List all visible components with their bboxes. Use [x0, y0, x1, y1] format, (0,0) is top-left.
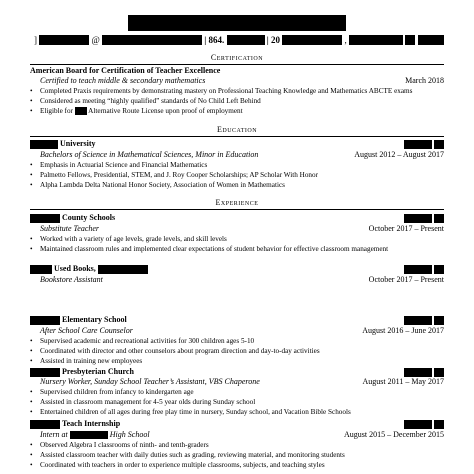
contact-line: ] @ | 864. | 20 , [34, 33, 454, 45]
redacted-state [434, 368, 444, 377]
section-rule [30, 64, 444, 65]
redacted-store-suffix [98, 265, 148, 274]
redacted-state [434, 316, 444, 325]
redacted-university-name [30, 140, 58, 149]
job-location-wrap [404, 213, 444, 223]
job-org-wrap [30, 419, 120, 429]
job-date: October 2017 – Present [368, 275, 444, 284]
job-org: Teach Internship [62, 419, 121, 428]
redacted-state [405, 35, 415, 45]
redacted-location [404, 316, 432, 325]
job-role: After School Care Counselor [40, 326, 133, 335]
redacted-location [404, 140, 432, 149]
edu-degree: Bachelors of Science in Mathematical Sciences, Minor in Education [40, 150, 259, 159]
job-org-wrap [30, 213, 115, 223]
job-location-wrap [404, 264, 444, 274]
job-org-wrap [30, 367, 134, 377]
section-title-certification: Certification [210, 53, 264, 62]
redacted-store-name [30, 265, 52, 274]
redacted-state-name [75, 107, 87, 115]
list-item: • Supervised children from infancy to kindergarten age [40, 388, 450, 397]
redacted-email-user [39, 35, 89, 45]
redacted-location [404, 214, 432, 223]
job-date: August 2016 – June 2017 [362, 326, 444, 335]
edu-school: University [60, 139, 96, 148]
job-location-wrap [404, 367, 444, 377]
job-date: October 2017 – Present [368, 224, 444, 233]
redacted-location [404, 420, 432, 429]
edu-school-wrap [30, 139, 96, 149]
job-org-wrap [30, 264, 148, 274]
list-item: • Assisted classroom teacher with daily duties such as grading, reviewing material, and monitoring students [40, 451, 450, 460]
redacted-name [128, 15, 346, 31]
job-org: Presbyterian Church [62, 367, 134, 376]
list-item: • Worked with a variety of age levels, grade levels, and skill levels [40, 235, 450, 244]
job-date: August 2011 – May 2017 [362, 377, 444, 386]
email-at: @ [91, 34, 100, 45]
list-item: • Assisted in classroom management for 4-5 year olds during Sunday school [40, 398, 450, 407]
job-org: Elementary School [62, 315, 127, 324]
list-item [40, 107, 450, 116]
redacted-city [349, 35, 403, 45]
redacted-school-name [70, 431, 108, 439]
redacted-church-name [30, 368, 60, 377]
cert-bullet-text: Alternative Route License upon proof of employment [88, 107, 243, 115]
job-org: County Schools [62, 213, 116, 222]
redacted-address [282, 35, 342, 45]
job-location-wrap [404, 315, 444, 325]
list-item: • Palmetto Fellows, Presidential, STEM, and J. Roy Cooper Scholarships; AP Scholar With Honor [40, 171, 450, 180]
job-role: Nursery Worker, Sunday School Teacher’s Assistant, VBS Chaperone [40, 377, 260, 386]
phone-area: | 864. [204, 34, 225, 45]
list-item: • Observed Algebra I classrooms of ninth- and tenth-graders [40, 441, 450, 450]
redacted-email-domain [102, 35, 202, 45]
cert-bullet-prefix: Eligible for [40, 107, 73, 115]
job-org-wrap [30, 315, 127, 325]
redacted-zip [418, 35, 444, 45]
list-item: • Maintained classroom rules and implemented clear expectations of student behavior for effective classroom management [40, 245, 450, 254]
list-item: • Alpha Lambda Delta National Honor Society, Association of Women in Mathematics [40, 181, 450, 190]
job-role: Bookstore Assistant [40, 275, 103, 284]
edu-location-wrap [404, 139, 444, 149]
list-item: • Entertained children of all ages during free play time in nursery, Sunday school, and Vacation Bible Schools [40, 408, 450, 417]
cert-date: March 2018 [405, 76, 444, 85]
job-location-wrap [404, 419, 444, 429]
job-role-prefix: Intern at [40, 430, 68, 439]
cert-title: American Board for Certification of Teacher Excellence [30, 66, 221, 75]
section-rule [30, 136, 444, 137]
section-title-education: Education [216, 125, 258, 134]
list-item: • Emphasis in Actuarial Science and Financial Mathematics [40, 161, 450, 170]
redacted-state [434, 214, 444, 223]
redacted-location [404, 265, 432, 274]
list-item: • Assisted in training new employees [40, 357, 450, 366]
edu-date: August 2012 – August 2017 [354, 150, 444, 159]
redacted-school-name [30, 316, 60, 325]
list-item: • Considered as meeting “highly qualified” standards of No Child Left Behind [40, 97, 450, 106]
redacted-program-name [30, 420, 60, 429]
redacted-state [434, 420, 444, 429]
job-role: High School [109, 430, 150, 439]
redacted-location [404, 368, 432, 377]
job-org: Used Books, [54, 264, 96, 273]
list-item: • Supervised academic and recreational activities for 300 children ages 5-10 [40, 337, 450, 346]
section-title-experience: Experience [215, 198, 259, 207]
redacted-state [434, 140, 444, 149]
list-item: • Coordinated with teachers in order to experience multiple classrooms, subjects, and teaching styles [40, 461, 450, 470]
cert-subtitle: Certified to teach middle & secondary mathematics [40, 76, 206, 85]
redacted-phone [227, 35, 265, 45]
list-item: • Coordinated with director and other counselors about program direction and day-to-day activities [40, 347, 450, 356]
list-item: • Completed Praxis requirements by demonstrating mastery on Professional Teaching Knowledge and Mathematics ABCTE exams [40, 87, 450, 96]
redacted-county-name [30, 214, 60, 223]
job-role-wrap [40, 430, 150, 440]
job-role: Substitute Teacher [40, 224, 100, 233]
redacted-state [434, 265, 444, 274]
section-rule [30, 209, 444, 210]
job-date: August 2015 – December 2015 [344, 430, 444, 439]
address-number: | 20 [266, 34, 281, 45]
